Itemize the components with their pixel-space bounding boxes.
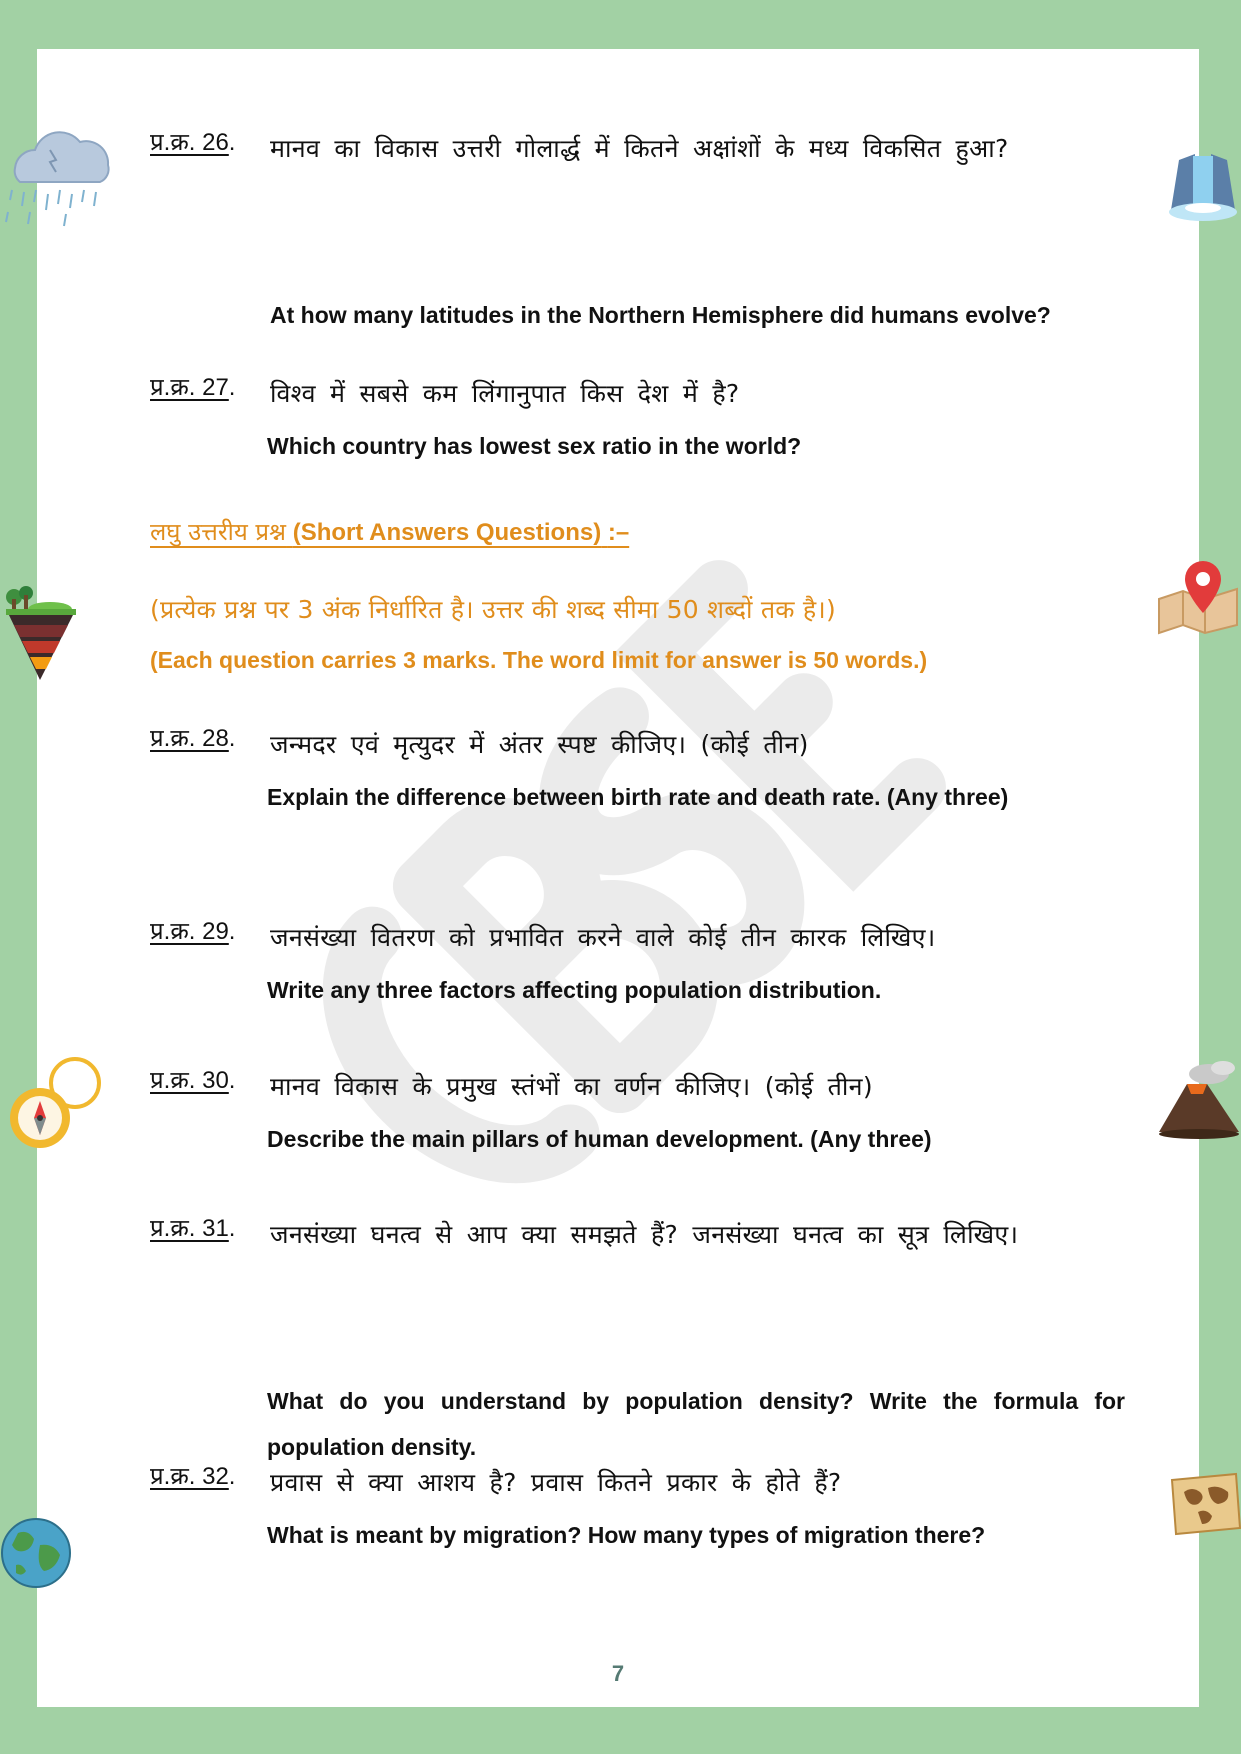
volcano-icon xyxy=(1157,1060,1241,1140)
question-32 xyxy=(150,1459,1125,1579)
question-number: प्र.क्र. 28. xyxy=(150,725,236,752)
question-number: प्र.क्र. 26. xyxy=(150,129,236,156)
question-hindi: मानव विकास के प्रमुख स्तंभों का वर्णन कीजिए। (कोई तीन) xyxy=(270,1072,873,1101)
question-english: Which country has lowest sex ratio in the world? xyxy=(267,433,802,459)
section-title-hindi: लघु उत्तरीय प्रश्न xyxy=(150,518,287,546)
question-number: प्र.क्र. 27. xyxy=(150,374,236,401)
question-hindi: प्रवास से क्या आशय है? प्रवास कितने प्रकार के होते हैं? xyxy=(270,1468,842,1497)
question-english: Describe the main pillars of human development. (Any three) xyxy=(267,1126,932,1152)
marks-note-hindi: (प्रत्येक प्रश्न पर 3 अंक निर्धारित है। उत्तर की शब्द सीमा 50 शब्दों तक है।) xyxy=(150,595,836,624)
question-number: प्र.क्र. 32. xyxy=(150,1463,236,1490)
page-number: 7 xyxy=(611,1661,625,1686)
globe-icon xyxy=(0,1515,72,1590)
question-english: Write any three factors affecting population distribution. xyxy=(267,977,882,1003)
question-26 xyxy=(150,125,1125,385)
question-27 xyxy=(150,370,1125,490)
question-30 xyxy=(150,1063,1125,1183)
question-number: प्र.क्र. 31. xyxy=(150,1215,236,1242)
question-number: प्र.क्र. 30. xyxy=(150,1067,236,1094)
section-title-english: (Short Answers Questions) xyxy=(292,519,602,546)
question-29 xyxy=(150,914,1125,1034)
question-number: प्र.क्र. 29. xyxy=(150,918,236,945)
content-area xyxy=(37,49,1199,1707)
treasure-map-icon xyxy=(1168,1470,1241,1538)
waterfall-icon xyxy=(1165,150,1241,225)
question-hindi: मानव का विकास उत्तरी गोलार्द्ध में कितने अक्षांशों के मध्य विकसित हुआ? xyxy=(270,134,1009,163)
earth-layers-icon xyxy=(0,585,80,685)
question-english: Explain the difference between birth rate and death rate. (Any three) xyxy=(267,784,1009,810)
marks-note-english: (Each question carries 3 marks. The word limit for answer is 50 words.) xyxy=(150,647,928,673)
question-hindi: जन्मदर एवं मृत्युदर में अंतर स्पष्ट कीजिए। (कोई तीन) xyxy=(270,730,809,759)
section-title-suffix: :– xyxy=(607,519,630,546)
question-hindi: जनसंख्या वितरण को प्रभावित करने वाले कोई तीन कारक लिखिए। xyxy=(270,923,936,952)
map-pin-icon xyxy=(1155,555,1241,635)
question-english: At how many latitudes in the Northern Hemisphere did humans evolve? xyxy=(270,302,1051,328)
rain-cloud-icon xyxy=(0,120,115,230)
compass-icon xyxy=(0,1055,110,1155)
page-sheet xyxy=(37,49,1199,1707)
question-hindi: विश्व में सबसे कम लिंगानुपात किस देश में है? xyxy=(270,379,740,408)
question-english: What do you understand by population density? Write the formula for population density. xyxy=(267,1388,1125,1460)
question-28 xyxy=(150,721,1125,921)
section-title xyxy=(150,515,629,548)
question-hindi: जनसंख्या घनत्व से आप क्या समझते हैं? जनसंख्या घनत्व का सूत्र लिखिए। xyxy=(270,1220,1019,1249)
question-english: What is meant by migration? How many types of migration there? xyxy=(267,1522,986,1548)
question-31 xyxy=(150,1211,1125,1471)
